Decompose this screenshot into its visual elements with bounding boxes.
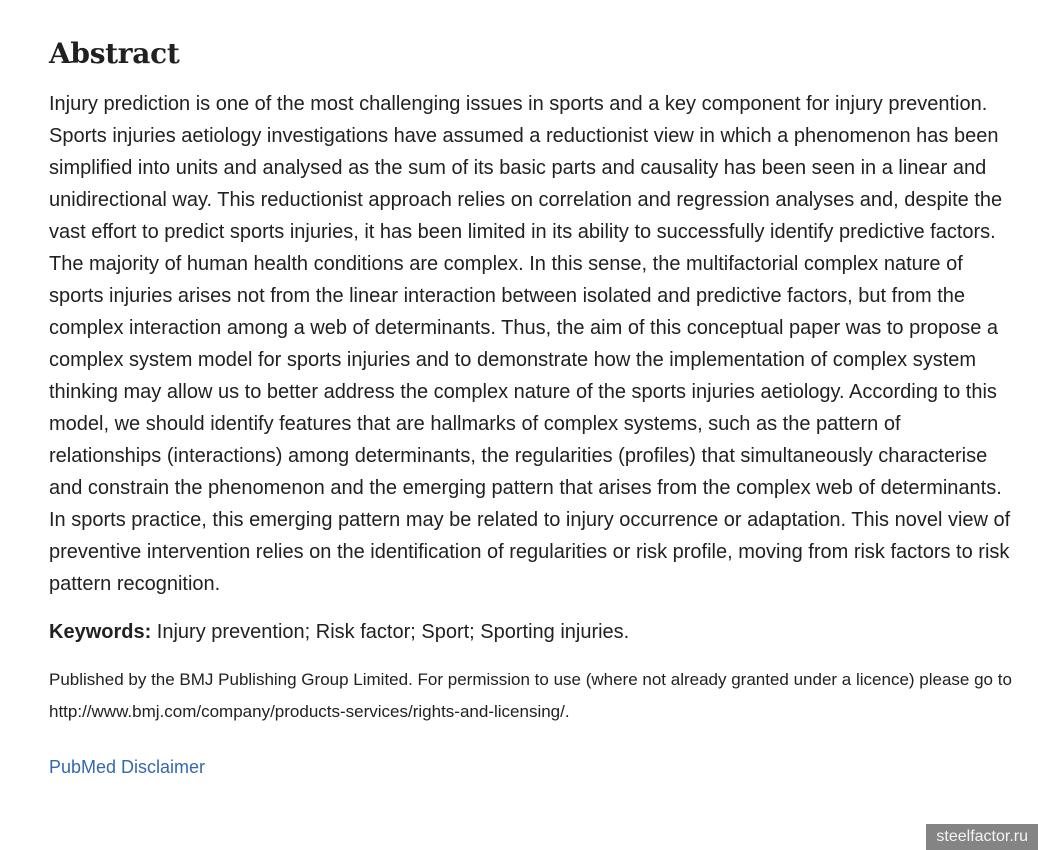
keywords-list: Injury prevention; Risk factor; Sport; Sporting injuries. (151, 621, 630, 643)
keywords-label: Keywords: (49, 621, 152, 643)
abstract-section (49, 34, 1014, 779)
watermark: steelfactor.ru (926, 824, 1038, 850)
abstract-text: Injury prediction is one of the most challenging issues in sports and a key component for injury prevention. Sports injuries aetiology investigations have assumed a reductionist view in which a phenomenon has been simplified into units and analysed as the sum of its basic parts and causality has been seen in a linear and unidirectional way. This reductionist approach relies on correlation and regression analyses and, despite the vast effort to predict sports injuries, it has been limited in its ability to successfully identify predictive factors. The majority of human health conditions are complex. In this sense, the multifactorial complex nature of sports injuries arises not from the linear interaction between isolated and predictive factors, but from the complex interaction among a web of determinants. Thus, the aim of this conceptual paper was to propose a complex system model for sports injuries and to demonstrate how the implementation of complex system thinking may allow us to better address the complex nature of the sports injuries aetiology. According to this model, we should identify features that are hallmarks of complex systems, such as the pattern of relationships (interactions) among determinants, the regularities (profiles) that simultaneously characterise and constrain the phenomenon and the emerging pattern that arises from the complex web of determinants. In sports practice, this emerging pattern may be related to injury occurrence or adaptation. This novel view of preventive intervention relies on the identification of regularities or risk profile, moving from risk factors to risk pattern recognition. (49, 93, 1011, 595)
pubmed-disclaimer-link[interactable]: PubMed Disclaimer (49, 757, 206, 777)
keywords-paragraph (49, 616, 1014, 648)
abstract-heading: Abstract (49, 37, 180, 70)
copyright-notice: Published by the BMJ Publishing Group Limited. For permission to use (where not already granted under a licence) please go to http://www.bmj.com/company/products-services/rights-and-licensing/. (49, 670, 1012, 721)
